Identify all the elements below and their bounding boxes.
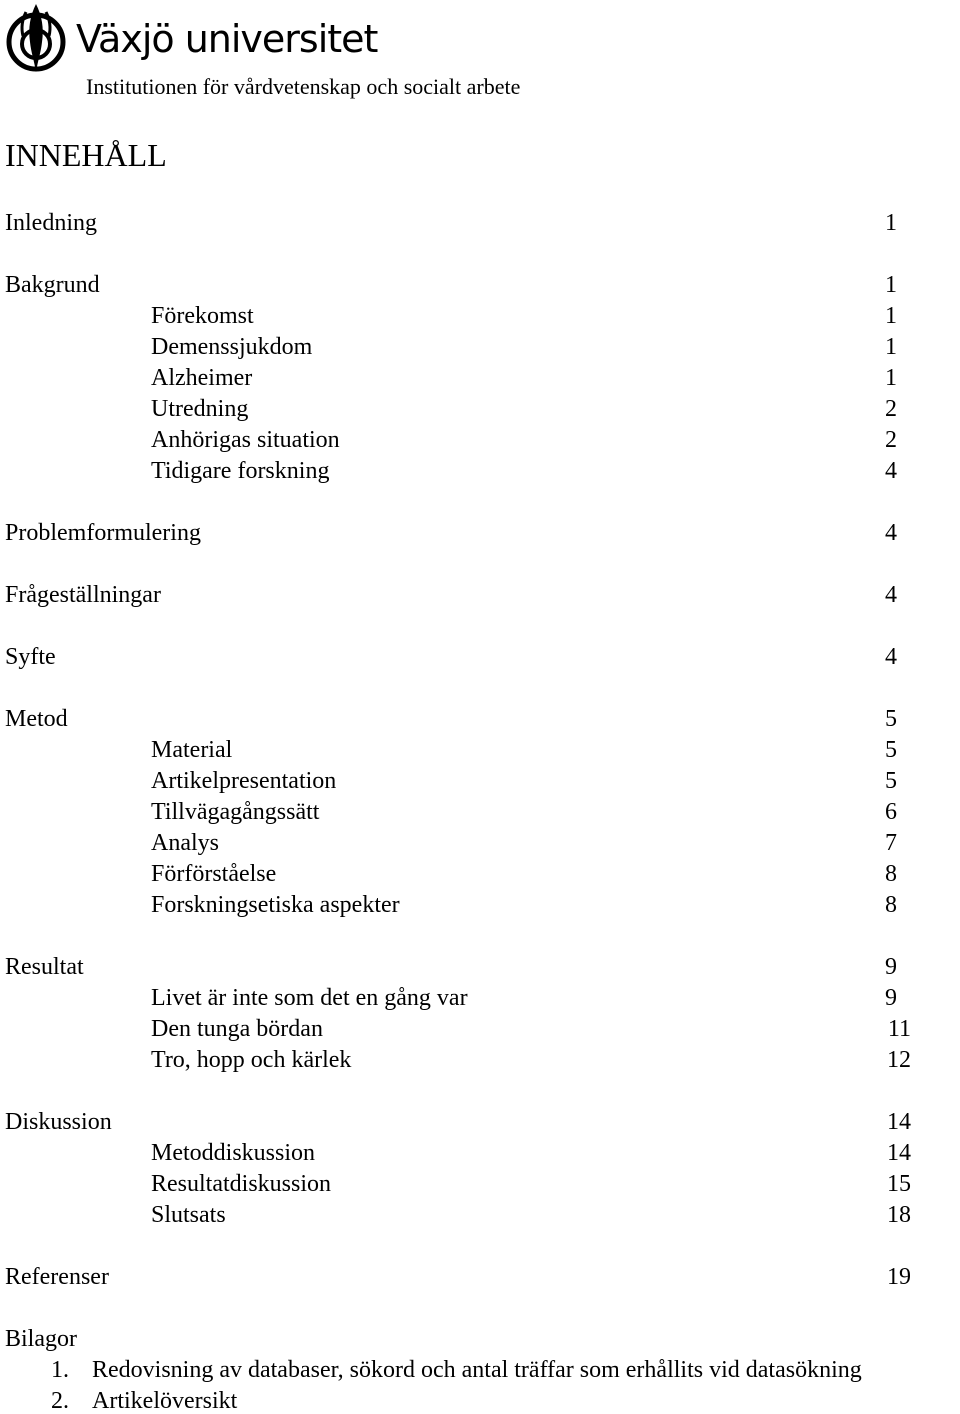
toc-subentry-tillvagagangssatt[interactable]: Tillvägagångssätt bbox=[151, 799, 320, 825]
toc-subentry-tidigare-forskning[interactable]: Tidigare forskning bbox=[151, 458, 330, 484]
toc-page-number: 14 bbox=[887, 1140, 911, 1166]
toc-entry-bilagor[interactable]: Bilagor bbox=[5, 1326, 77, 1352]
appendix-item-artikeloversikt[interactable]: Artikelöversikt bbox=[92, 1388, 238, 1414]
toc-page-number: 2 bbox=[885, 396, 897, 422]
toc-page-number: 4 bbox=[885, 644, 897, 670]
toc-page-number: 15 bbox=[887, 1171, 911, 1197]
toc-page-number: 19 bbox=[887, 1264, 911, 1290]
toc-subentry-forforstaelse[interactable]: Förförståelse bbox=[151, 861, 277, 887]
toc-page-number: 1 bbox=[885, 303, 897, 329]
toc-entry-metod[interactable]: Metod bbox=[5, 706, 68, 732]
toc-subentry-resultatdiskussion[interactable]: Resultatdiskussion bbox=[151, 1171, 332, 1197]
toc-page-number: 4 bbox=[885, 582, 897, 608]
toc-page-number: 6 bbox=[885, 799, 897, 825]
toc-page-number: 8 bbox=[885, 861, 897, 887]
vaxjo-university-emblem-icon bbox=[4, 2, 68, 74]
toc-page-number: 18 bbox=[887, 1202, 911, 1228]
toc-page-number: 4 bbox=[885, 520, 897, 546]
toc-page-number: 11 bbox=[887, 1016, 911, 1042]
toc-entry-inledning[interactable]: Inledning bbox=[5, 210, 97, 236]
toc-page-number: 4 bbox=[885, 458, 897, 484]
university-name: Växjö universitet bbox=[76, 17, 378, 61]
toc-page-number: 1 bbox=[885, 210, 897, 236]
toc-subentry-forskningsetiska-aspekter[interactable]: Forskningsetiska aspekter bbox=[151, 892, 400, 918]
appendix-item-number: 2. bbox=[51, 1388, 69, 1414]
toc-subentry-analys[interactable]: Analys bbox=[151, 830, 219, 856]
department-name: Institutionen för vårdvetenskap och socialt arbete bbox=[86, 74, 521, 99]
toc-subentry-alzheimer[interactable]: Alzheimer bbox=[151, 365, 253, 391]
appendix-item-number: 1. bbox=[51, 1357, 69, 1383]
toc-subentry-anhorigas-situation[interactable]: Anhörigas situation bbox=[151, 427, 340, 453]
toc-subentry-material[interactable]: Material bbox=[151, 737, 233, 763]
toc-page-number: 5 bbox=[885, 768, 897, 794]
toc-subentry-forekomst[interactable]: Förekomst bbox=[151, 303, 254, 329]
toc-subentry-tro-hopp-och-karlek[interactable]: Tro, hopp och kärlek bbox=[151, 1047, 352, 1073]
toc-entry-fragestallningar[interactable]: Frågeställningar bbox=[5, 582, 161, 608]
toc-subentry-demenssjukdom[interactable]: Demenssjukdom bbox=[151, 334, 313, 360]
toc-entry-referenser[interactable]: Referenser bbox=[5, 1264, 109, 1290]
toc-subentry-den-tunga-bordan[interactable]: Den tunga bördan bbox=[151, 1016, 323, 1042]
toc-page-number: 1 bbox=[885, 365, 897, 391]
toc-page-number: 5 bbox=[885, 737, 897, 763]
toc-subentry-utredning[interactable]: Utredning bbox=[151, 396, 249, 422]
toc-entry-problemformulering[interactable]: Problemformulering bbox=[5, 520, 201, 546]
toc-subentry-metoddiskussion[interactable]: Metoddiskussion bbox=[151, 1140, 316, 1166]
toc-page-number: 5 bbox=[885, 706, 897, 732]
toc-page-number: 1 bbox=[885, 334, 897, 360]
toc-title: INNEHÅLL bbox=[5, 137, 167, 173]
toc-page-number: 14 bbox=[887, 1109, 911, 1135]
toc-page-number: 8 bbox=[885, 892, 897, 918]
toc-page-number: 7 bbox=[885, 830, 897, 856]
toc-subentry-livet-ar-inte-som-det-en-gang-var[interactable]: Livet är inte som det en gång var bbox=[151, 985, 468, 1011]
toc-entry-bakgrund[interactable]: Bakgrund bbox=[5, 272, 100, 298]
toc-entry-syfte[interactable]: Syfte bbox=[5, 644, 56, 670]
toc-subentry-artikelpresentation[interactable]: Artikelpresentation bbox=[151, 768, 337, 794]
toc-page-number: 1 bbox=[885, 272, 897, 298]
toc-subentry-slutsats[interactable]: Slutsats bbox=[151, 1202, 226, 1228]
toc-entry-diskussion[interactable]: Diskussion bbox=[5, 1109, 112, 1135]
appendix-item-databaser[interactable]: Redovisning av databaser, sökord och antal träffar som erhållits vid datasökning bbox=[92, 1357, 862, 1383]
toc-page-number: 2 bbox=[885, 427, 897, 453]
toc-page-number: 9 bbox=[885, 954, 897, 980]
toc-page-number: 9 bbox=[885, 985, 897, 1011]
toc-page-number: 12 bbox=[887, 1047, 911, 1073]
toc-entry-resultat[interactable]: Resultat bbox=[5, 954, 84, 980]
